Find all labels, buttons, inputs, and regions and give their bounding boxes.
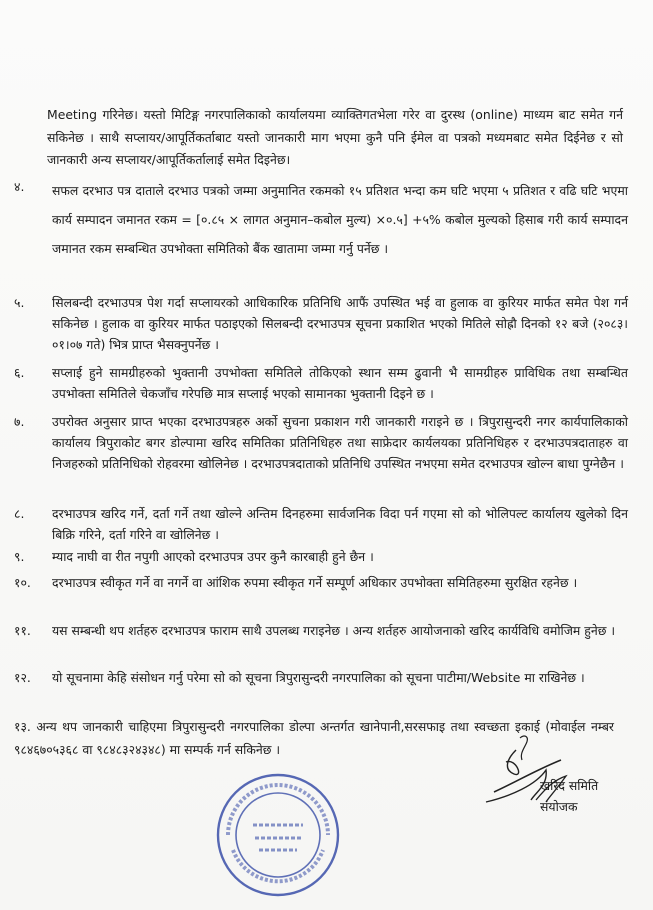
item-text: दरभाउपत्र खरिद गर्ने, दर्ता गर्ने तथा खोल्ने अन्तिम दिनहरुमा सार्वजनिक विदा पर्न गएमा सो को भोलिपल्ट कार्यालय खुलेको दिन बिक्रि गरिने, दर्ता गरिने वा खोलिनेछ ।: [52, 506, 628, 542]
item-text: सिलबन्दी दरभाउपत्र पेश गर्दा सप्लायरको आधिकारिक प्रतिनिधि आफैं उपस्थित भई वा हुलाक वा कुरियर मार्फत समेत पेश गर्न सकिनेछ । हुलाक वा कुरियर मार्फत पठाइएको सिलबन्दी दरभाउपत्र सूचना प्रकाशित भएको मितिले सोह्रौ दिनको १२ बजे (२०८३।०१।०७ गते) भित्र प्राप्त भैसक्नुपर्नेछ ।: [52, 295, 628, 352]
item-text: सप्लाई हुने सामग्रीहरुको भुक्तानी उपभोक्ता समितिले तोकिएको स्थान सम्म ढुवानी भै सामग्रीहरु प्राविधिक तथा सम्बन्धित उपभोक्ता समितिले चेकजाँच गरेपछि मात्र सप्लाई भएको सामानका भुक्तानी दिइने छ ।: [52, 365, 628, 401]
list-item: [10, 572, 628, 593]
item-number: १२.: [14, 670, 31, 685]
list-item: [10, 546, 628, 567]
list-item: [10, 362, 628, 404]
item-text: सफल दरभाउ पत्र दाताले दरभाउ पत्रको जम्मा अनुमानित रकमको १५ प्रतिशत भन्दा कम घटि भएमा ५ प्रतिशत र वढि घटि भएमा कार्य सम्पादन जमानत रकम = [०.८५ × लागत अनुमान–कबोल मुल्य) ×०.५] +५% कबोल मुल्यको हिसाब गरी कार्य सम्पादन जमानत रकम सम्बन्धित उपभोक्ता समितिको बैंक खातामा जम्मा गर्नु पर्नेछ ।: [52, 183, 628, 256]
item-number: ५.: [14, 295, 25, 310]
list-item: [10, 176, 628, 263]
list-item: [10, 620, 628, 641]
item-text: दरभाउपत्र स्वीकृत गर्ने वा नगर्ने वा आंशिक रुपमा स्वीकृत गर्ने सम्पूर्ण अधिकार उपभोक्ता समितिहरुमा सुरक्षित रहनेछ ।: [52, 575, 578, 590]
item-text: यस सम्बन्धी थप शर्तहरु दरभाउपत्र फाराम साथै उपलब्ध गराइनेछ । अन्य शर्तहरु आयोजनाको खरिद कार्यविधि वमोजिम हुनेछ ।: [52, 623, 616, 638]
item-number: ७.: [14, 414, 25, 429]
item-number: ११.: [14, 623, 31, 638]
item-text: यो सूचनामा केहि संसोधन गर्नु परेमा सो को सूचना त्रिपुरासुन्दरी नगरपालिका को सूचना पाटीमा/Website मा राखिनेछ ।: [52, 670, 585, 685]
list-item: [10, 503, 628, 545]
item-number: १०.: [14, 575, 31, 590]
signature-image: [476, 730, 599, 820]
office-stamp-seal: [213, 770, 343, 900]
item-text: उपरोक्त अनुसार प्राप्त भएका दरभाउपत्रहरु अर्को सुचना प्रकाशन गरी जानकारी गराइने छ । त्रिपुरासुन्दरी नगर कार्यपालिकाको कार्यालय त्रिपुराकोट बगर डोल्पामा खरिद समितिका प्रतिनिधिहरु तथा साफ्रेदार कार्यलयका प्रतिनिधिहरु र दरभाउपत्रदाताहरु वा निजहरुको प्रतिनिधिको रोहवरमा खोलिनेछ । दरभाउपत्रदाताको प्रतिनिधि उपस्थित नभएमा समेत दरभाउपत्र खोल्न बाधा पुग्नेछैन ।: [52, 414, 628, 471]
intro-paragraph: Meeting गरिनेछ। यस्तो मिटिङ्ग नगरपालिकाको कार्यालयमा व्याक्तिगतभेला गरेर वा दुरस्थ (online) माध्यम बाट समेत गर्न सकिनेछ । साथै सप्लायर/आपूर्तिकर्ताबाट यस्तो जानकारी माग भएमा कुनै पनि ईमेल वा पत्रको मध्यमबाट समेत दिईनेछ र सो जानकारी अन्य सप्लायर/आपूर्तिकर्तालाई समेत दिइनेछ।: [47, 107, 623, 167]
item-number: ८.: [14, 506, 25, 521]
list-item: [10, 411, 628, 474]
item-number: ९.: [14, 549, 25, 564]
item-number: ६.: [14, 365, 25, 380]
item-number: ४.: [14, 179, 25, 194]
item-text: म्याद नाघी वा रीत नपुगी आएको दरभाउपत्र उपर कुनै कारबाही हुने छैन ।: [52, 549, 374, 564]
list-item: [10, 292, 628, 355]
contact-paragraph: १३. अन्य थप जानकारी चाहिएमा त्रिपुरासुन्दरी नगरपालिका डोल्पा अन्तर्गत खानेपानी,सरसफाइ तथा स्वच्छता इकाई (मोवाईल नम्बर ९८४६७०५३६८ वा ९८४८३२४३४८) मा सम्पर्क गर्न सकिनेछ ।: [14, 719, 614, 757]
signature-role: संयोजक: [540, 799, 578, 814]
signature-title: खरिद समिति: [540, 778, 599, 793]
list-item: [10, 667, 628, 688]
